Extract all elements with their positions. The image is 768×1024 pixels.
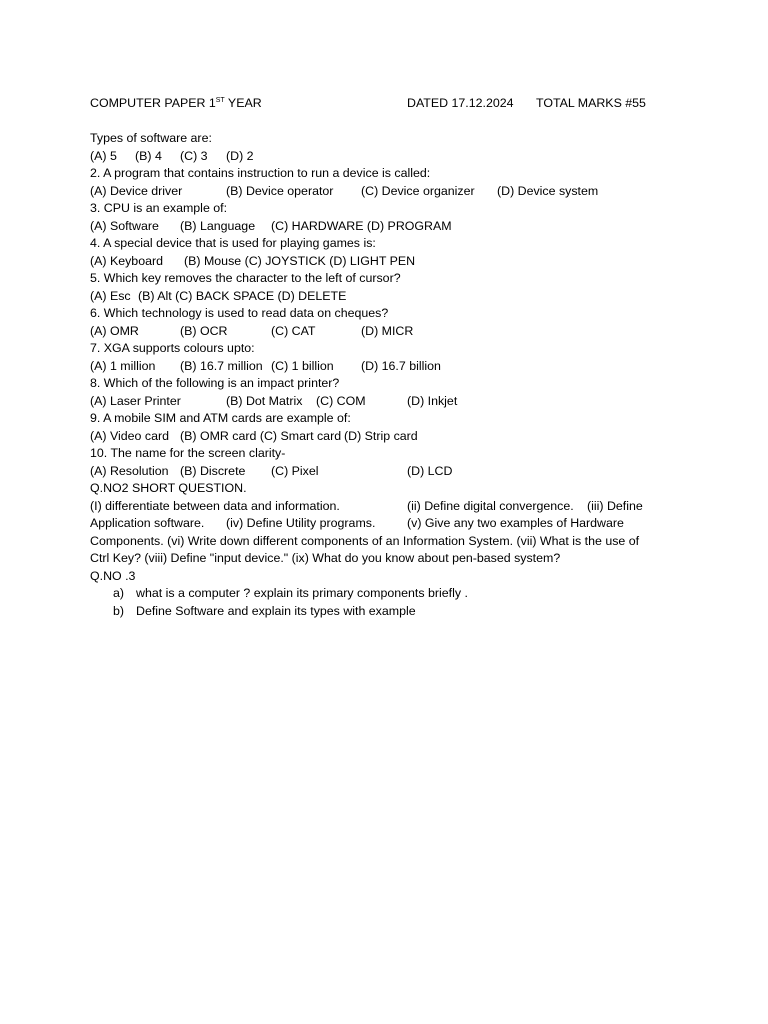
- option: (C) HARDWARE (D) PROGRAM: [271, 218, 452, 233]
- question-options: [90, 463, 670, 481]
- option: (A) Keyboard: [90, 253, 164, 268]
- option: (B) 4: [135, 148, 162, 163]
- question-text: 9. A mobile SIM and ATM cards are example of:: [90, 411, 351, 425]
- long-question-text: what is a computer ? explain its primary components briefly .: [136, 586, 468, 600]
- option: (A) OMR: [90, 323, 139, 338]
- section-heading-q3: Q.NO .3: [90, 568, 136, 583]
- option: (C) 3: [180, 148, 208, 163]
- option: (A) Software: [90, 218, 159, 233]
- question-text: 4. A special device that is used for playing games is:: [90, 236, 376, 250]
- paper-title-sup: ST: [215, 96, 225, 104]
- paper-title: [90, 95, 262, 113]
- long-question-item: [90, 585, 670, 603]
- option: (D) Strip card: [344, 428, 418, 443]
- option: (A) 5: [90, 148, 117, 163]
- short-question: (v) Give any two examples of Hardware: [407, 516, 624, 530]
- paper-header: [90, 95, 670, 113]
- question-text: 6. Which technology is used to read data on cheques?: [90, 306, 389, 320]
- option: (D) Inkjet: [407, 393, 458, 408]
- option: (D) MICR: [361, 323, 414, 338]
- option: (C) 1 billion: [271, 358, 334, 373]
- question-text: 8. Which of the following is an impact printer?: [90, 376, 340, 390]
- option: (A) Laser Printer: [90, 393, 181, 408]
- paper-date: DATED 17.12.2024: [407, 96, 514, 110]
- option: (B) Language: [180, 218, 256, 233]
- short-question: (ii) Define digital convergence.: [407, 498, 574, 513]
- question-text: 7. XGA supports colours upto:: [90, 341, 255, 355]
- option: (D) 16.7 billion: [361, 358, 441, 373]
- question-options: [90, 288, 670, 306]
- question-text: 5. Which key removes the character to the left of cursor?: [90, 271, 401, 285]
- list-marker: a): [113, 586, 125, 600]
- question-options: [90, 393, 670, 411]
- option: (B) OMR card (C) Smart card: [180, 428, 342, 443]
- question-text: 3. CPU is an example of:: [90, 201, 228, 215]
- question-options: [90, 148, 670, 166]
- option: (A) 1 million: [90, 358, 156, 373]
- question-text: Types of software are:: [90, 131, 212, 145]
- paper-title-main: COMPUTER PAPER 1: [90, 96, 216, 110]
- question-options: [90, 323, 670, 341]
- short-question-line: Components. (vi) Write down different components of an Information System. (vii) What is the use of: [90, 533, 640, 548]
- option: (D) 2: [226, 148, 254, 163]
- paper-title-rest: YEAR: [224, 96, 262, 110]
- option: (B) Discrete: [180, 463, 246, 478]
- option: (A) Resolution: [90, 463, 169, 478]
- option: (D) Device system: [497, 183, 599, 198]
- short-question-line: [90, 515, 670, 533]
- blank-line: [90, 113, 670, 131]
- short-question-line: [90, 498, 670, 516]
- paper-total-marks: TOTAL MARKS #55: [536, 96, 646, 110]
- option: (A) Esc: [90, 288, 131, 303]
- question-options: [90, 253, 670, 271]
- option: (B) OCR: [180, 323, 228, 338]
- option: (D) LCD: [407, 463, 453, 478]
- option: (A) Video card: [90, 428, 169, 443]
- option: (B) 16.7 million: [180, 358, 263, 373]
- long-question-text: Define Software and explain its types with example: [136, 603, 416, 618]
- option: (C) CAT: [271, 323, 316, 338]
- option: (B) Dot Matrix: [226, 393, 303, 408]
- document-content: [90, 95, 670, 620]
- question-options: [90, 218, 670, 236]
- option: (C) Device organizer: [361, 183, 475, 198]
- question-text: 2. A program that contains instruction to run a device is called:: [90, 166, 431, 180]
- option: (B) Mouse (C) JOYSTICK (D) LIGHT PEN: [184, 253, 416, 268]
- question-options: [90, 358, 670, 376]
- list-marker: b): [113, 603, 125, 618]
- short-question-line: Ctrl Key? (viii) Define "input device." (ix) What do you know about pen-based system?: [90, 551, 561, 565]
- option: (C) Pixel: [271, 463, 319, 478]
- question-options: [90, 183, 670, 201]
- option: (B) Device operator: [226, 183, 334, 198]
- short-question: (iv) Define Utility programs.: [226, 516, 376, 530]
- short-question: (iii) Define: [587, 498, 643, 513]
- question-options: [90, 428, 670, 446]
- option: (B) Alt (C) BACK SPACE (D) DELETE: [138, 288, 347, 303]
- short-question: Application software.: [90, 516, 205, 530]
- short-question: (I) differentiate between data and information.: [90, 498, 340, 513]
- question-text: 10. The name for the screen clarity-: [90, 446, 286, 460]
- long-question-item: [90, 603, 670, 621]
- option: (C) COM: [316, 393, 366, 408]
- option: (A) Device driver: [90, 183, 183, 198]
- section-heading-q2: Q.NO2 SHORT QUESTION.: [90, 481, 247, 495]
